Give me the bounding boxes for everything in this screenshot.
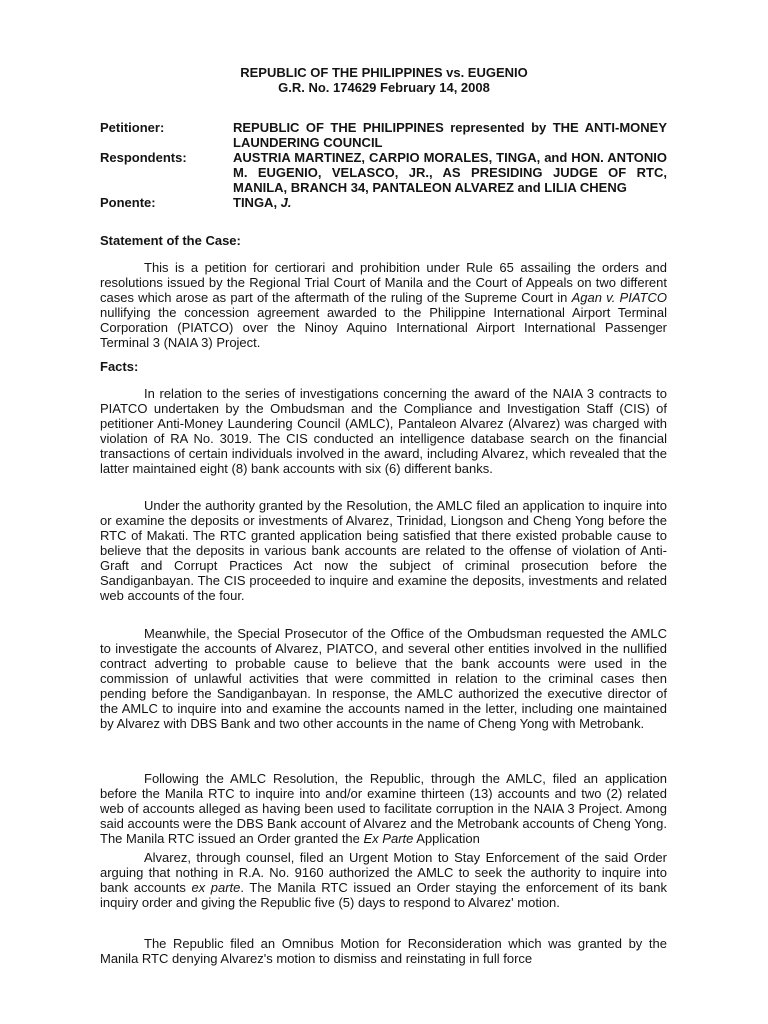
- facts-paragraph-2: [100, 498, 667, 603]
- facts-italic-5: ex parte: [191, 880, 241, 895]
- facts-paragraph-4: [100, 771, 667, 846]
- case-parties: [100, 120, 670, 210]
- facts-paragraph-1: [100, 386, 667, 476]
- statement-heading: Statement of the Case:: [100, 233, 241, 248]
- facts-text-5c: . The Manila RTC issued an Order staying the enforcement of its bank inquiry order and giving the Republic five (5) days to respond to Alvarez' motion.: [100, 880, 667, 910]
- facts-text-6: The Republic filed an Omnibus Motion for Reconsideration which was granted by the Manila RTC denying Alvarez's motion to dismiss and reinstating in full force: [100, 936, 667, 966]
- statement-text-c: nullifying the concession agreement awarded to the Philippine International Airport Terminal Corporation (PIATCO) over the Ninoy Aquino International Airport International Passenger Terminal 3 (NAIA 3) Project.: [100, 305, 667, 350]
- facts-text-4c: Application: [413, 831, 480, 846]
- statement-text-a: This is a petition for certiorari and prohibition under Rule 65 assailing the orders and resolutions issued by the Regional Trial Court of Manila and the Court of Appeals on two different cases which arose as part of the aftermath of the ruling of the Supreme Court in: [100, 260, 667, 305]
- respondents-label: Respondents:: [100, 150, 187, 165]
- facts-text-5a: Alvarez, through counsel, filed an Urgent Motion to Stay Enforcement of the said Order arguing that nothing in R.A. No. 9160 authorized the AMLC to seek the authority to inquire into bank accounts: [100, 850, 667, 895]
- facts-paragraph-3: [100, 626, 667, 731]
- case-reference: Agan v. PIATCO: [571, 290, 667, 305]
- facts-text-3: Meanwhile, the Special Prosecutor of the Office of the Ombudsman requested the AMLC to investigate the accounts of Alvarez, PIATCO, and several other entities involved in the nullified contract adverting to probable cause to believe that the bank accounts were used in the commission of unlawful activities that were committed in relation to the criminal cases then pending before the Sandiganbayan. In response, the AMLC authorized the executive director of the AMLC to inquire into and examine the accounts named in the letter, including one maintained by Alvarez with DBS Bank and two other accounts in the name of Cheng Yong with Metrobank.: [100, 626, 667, 731]
- facts-paragraph-5: [100, 850, 667, 910]
- petitioner-value: REPUBLIC OF THE PHILIPPINES represented by THE ANTI-MONEY LAUNDERING COUNCIL: [233, 120, 667, 150]
- respondents-value: AUSTRIA MARTINEZ, CARPIO MORALES, TINGA, and HON. ANTONIO M. EUGENIO, VELASCO, JR., AS PRESIDING JUDGE OF RTC, MANILA, BRANCH 34, PANTALEON ALVAREZ and LILIA CHENG: [233, 150, 667, 195]
- respondents-row: [100, 150, 670, 195]
- ponente-row: [100, 195, 670, 210]
- facts-paragraph-6: [100, 936, 667, 966]
- ponente-label: Ponente:: [100, 195, 156, 210]
- ponente-suffix: J.: [280, 195, 292, 210]
- case-citation: G.R. No. 174629 February 14, 2008: [278, 80, 490, 95]
- facts-heading: Facts:: [100, 359, 139, 374]
- statement-paragraph: [100, 260, 667, 350]
- facts-text-2: Under the authority granted by the Resolution, the AMLC filed an application to inquire into or examine the deposits or investments of Alvarez, Trinidad, Liongson and Cheng Yong before the RTC of Makati. The RTC granted application being satisfied that there existed probable cause to believe that the deposits in various bank accounts are related to the offense of violation of Anti-Graft and Corrupt Practices Act now the subject of criminal prosecution before the Sandiganbayan. The CIS proceeded to inquire and examine the deposits, investments and related web accounts of the four.: [100, 498, 667, 603]
- ponente-value: [233, 195, 667, 210]
- petitioner-label: Petitioner:: [100, 120, 165, 135]
- case-title: REPUBLIC OF THE PHILIPPINES vs. EUGENIO: [240, 65, 528, 80]
- facts-italic-4: Ex Parte: [363, 831, 414, 846]
- petitioner-row: [100, 120, 670, 150]
- ponente-name: TINGA,: [233, 195, 281, 210]
- facts-text-1: In relation to the series of investigations concerning the award of the NAIA 3 contracts to PIATCO undertaken by the Ombudsman and the Compliance and Investigation Staff (CIS) of petitioner Anti-Money Laundering Council (AMLC), Pantaleon Alvarez (Alvarez) was charged with violation of RA No. 3019. The CIS conducted an intelligence database search on the financial transactions of certain individuals involved in the award, including Alvarez, which revealed that the latter maintained eight (8) bank accounts with six (6) different banks.: [100, 386, 667, 476]
- facts-text-4a: Following the AMLC Resolution, the Republic, through the AMLC, filed an application before the Manila RTC to inquire into and/or examine thirteen (13) accounts and two (2) related web of accounts alleged as having been used to facilitate corruption in the NAIA 3 Project. Among said accounts were the DBS Bank account of Alvarez and the Metrobank accounts of Cheng Yong. The Manila RTC issued an Order granted the: [100, 771, 667, 846]
